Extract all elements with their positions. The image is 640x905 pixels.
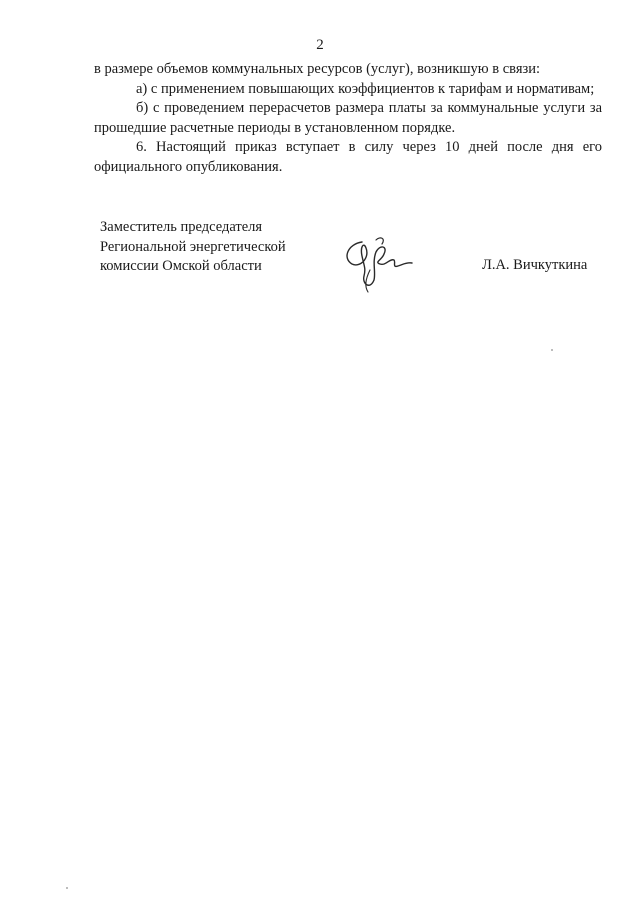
document-body — [94, 60, 602, 177]
handwritten-signature — [340, 232, 422, 294]
paragraph-item-b: б) с проведением перерасчетов размера платы за коммунальные услуги за прошедшие расчетные периоды в установленном порядке. — [94, 100, 602, 136]
signatory-title-line: комиссии Омской области — [100, 258, 262, 274]
signatory-title-line: Региональной энергетической — [100, 238, 286, 255]
paragraph-item-a: а) с применением повышающих коэффициентов к тарифам и нормативам; — [136, 80, 595, 97]
signatory-title-line: Заместитель председателя — [100, 219, 263, 235]
scan-artifact — [66, 887, 68, 889]
signatory-name: Л.А. Вичкуткина — [482, 257, 588, 273]
paragraph-item-6: 6. Настоящий приказ вступает в силу через 10 дней после дня его официального опубликования. — [94, 139, 602, 175]
paragraph-continuation: в размере объемов коммунальных ресурсов (услуг), возникшую в связи: — [94, 61, 541, 77]
signatory-title — [100, 218, 286, 277]
scan-artifact — [551, 349, 553, 351]
page-number: 2 — [316, 37, 324, 53]
